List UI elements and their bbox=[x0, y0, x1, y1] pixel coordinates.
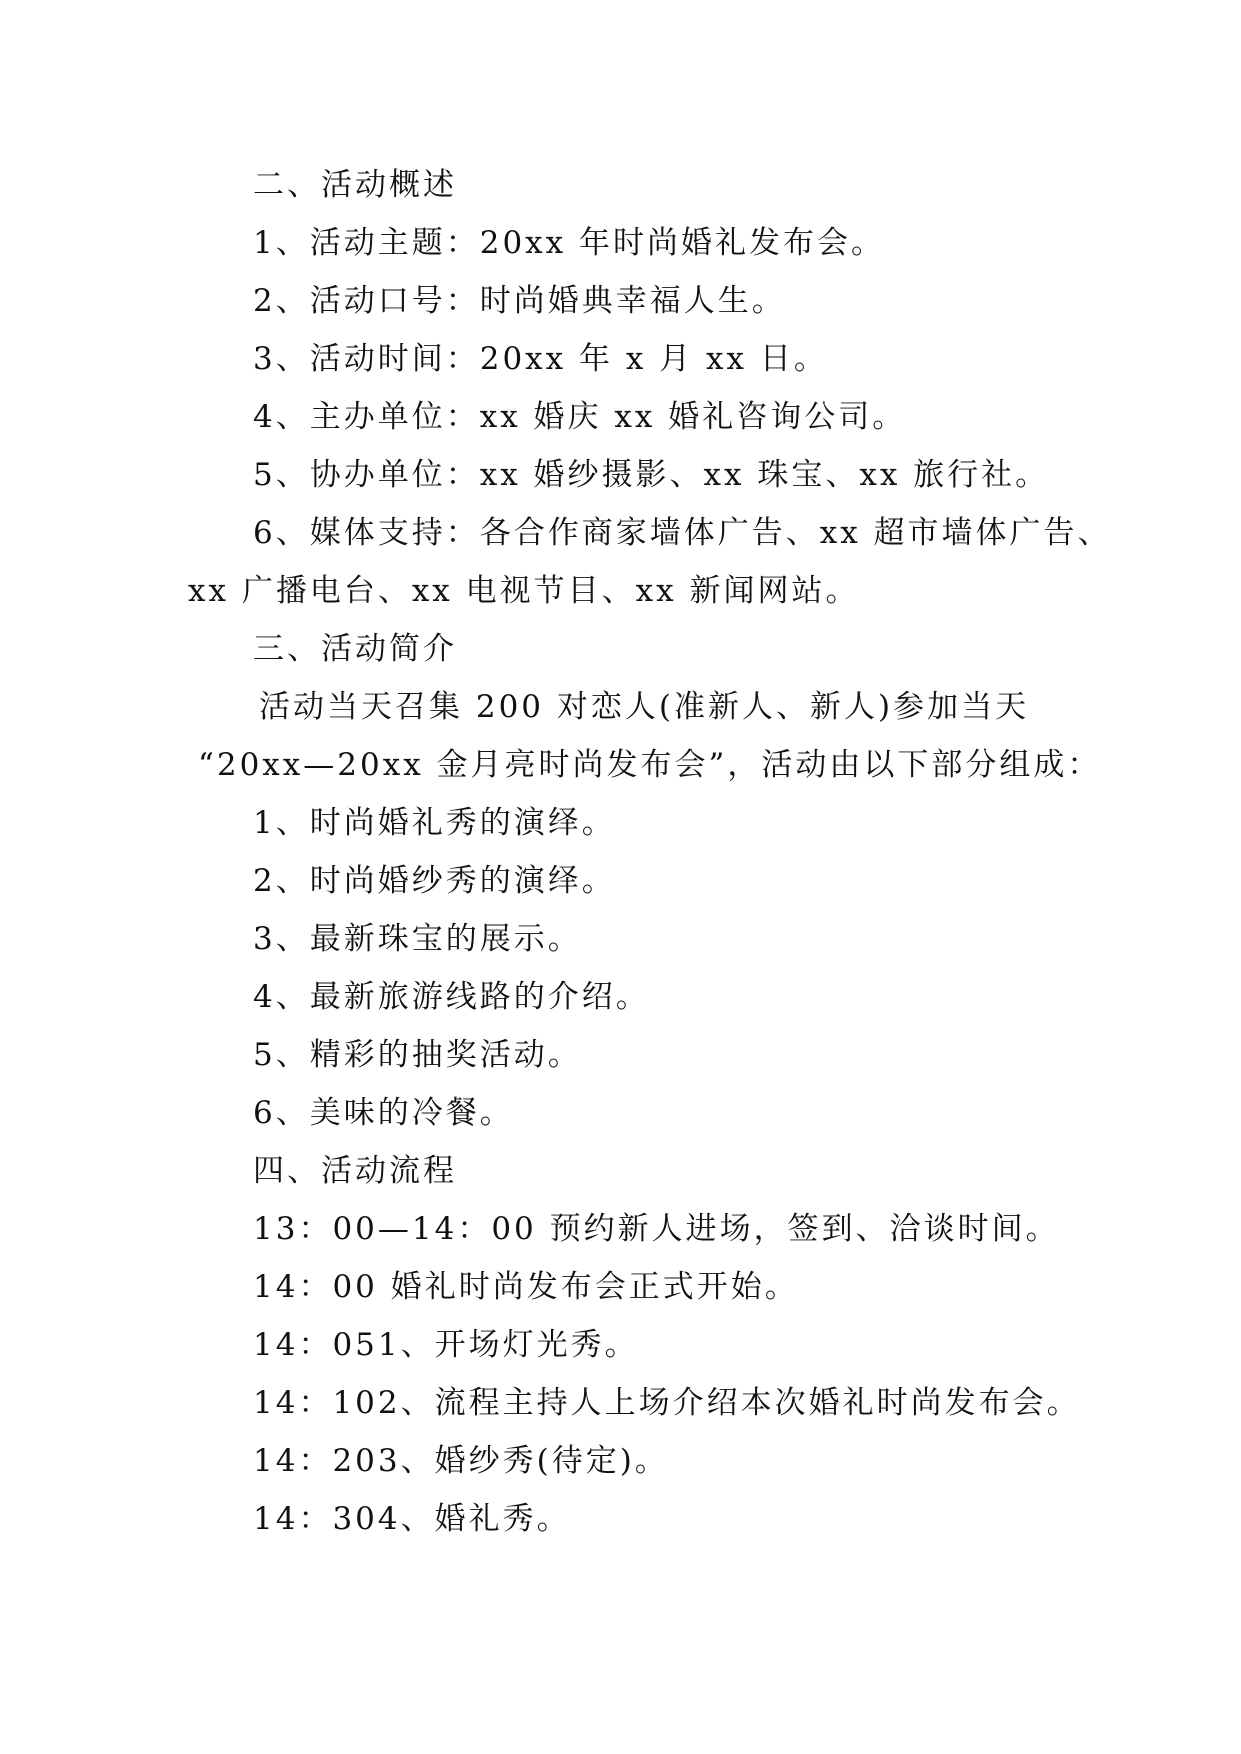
section-heading-intro: 三、活动简介 bbox=[253, 631, 457, 667]
paragraph-line: “20xx—20xx 金月亮时尚发布会”，活动由以下部分组成： bbox=[198, 747, 1102, 783]
paragraph-line: 2、活动口号：时尚婚典幸福人生。 bbox=[253, 283, 786, 319]
list-item: 4、最新旅游线路的介绍。 bbox=[253, 979, 650, 1015]
paragraph-line: 1、活动主题：20xx 年时尚婚礼发布会。 bbox=[253, 225, 885, 261]
list-item: 3、最新珠宝的展示。 bbox=[253, 921, 582, 957]
schedule-item: 14：203、婚纱秀(待定)。 bbox=[253, 1443, 669, 1479]
schedule-item: 14：051、开场灯光秀。 bbox=[253, 1327, 639, 1363]
paragraph-line: 3、活动时间：20xx 年 x 月 xx 日。 bbox=[253, 341, 828, 377]
schedule-item: 14：00 婚礼时尚发布会正式开始。 bbox=[253, 1269, 799, 1305]
schedule-item: 13：00—14：00 预约新人进场，签到、洽谈时间。 bbox=[253, 1211, 1060, 1247]
schedule-item: 14：102、流程主持人上场介绍本次婚礼时尚发布会。 bbox=[253, 1385, 1081, 1421]
schedule-item: 14：304、婚礼秀。 bbox=[253, 1501, 571, 1537]
paragraph-line: 6、媒体支持：各合作商家墙体广告、xx 超市墙体广告、 bbox=[253, 515, 1112, 551]
list-item: 6、美味的冷餐。 bbox=[253, 1095, 514, 1131]
section-heading-process: 四、活动流程 bbox=[253, 1153, 457, 1189]
list-item: 5、精彩的抽奖活动。 bbox=[253, 1037, 582, 1073]
paragraph-line: 4、主办单位：xx 婚庆 xx 婚礼咨询公司。 bbox=[253, 399, 907, 435]
list-item: 2、时尚婚纱秀的演绎。 bbox=[253, 863, 616, 899]
paragraph-line: xx 广播电台、xx 电视节目、xx 新闻网站。 bbox=[188, 573, 860, 609]
paragraph-line: 5、协办单位：xx 婚纱摄影、xx 珠宝、xx 旅行社。 bbox=[253, 457, 1050, 493]
list-item: 1、时尚婚礼秀的演绎。 bbox=[253, 805, 616, 841]
paragraph-line: 活动当天召集 200 对恋人(准新人、新人)参加当天 bbox=[259, 689, 1030, 725]
section-heading-overview: 二、活动概述 bbox=[253, 167, 457, 203]
